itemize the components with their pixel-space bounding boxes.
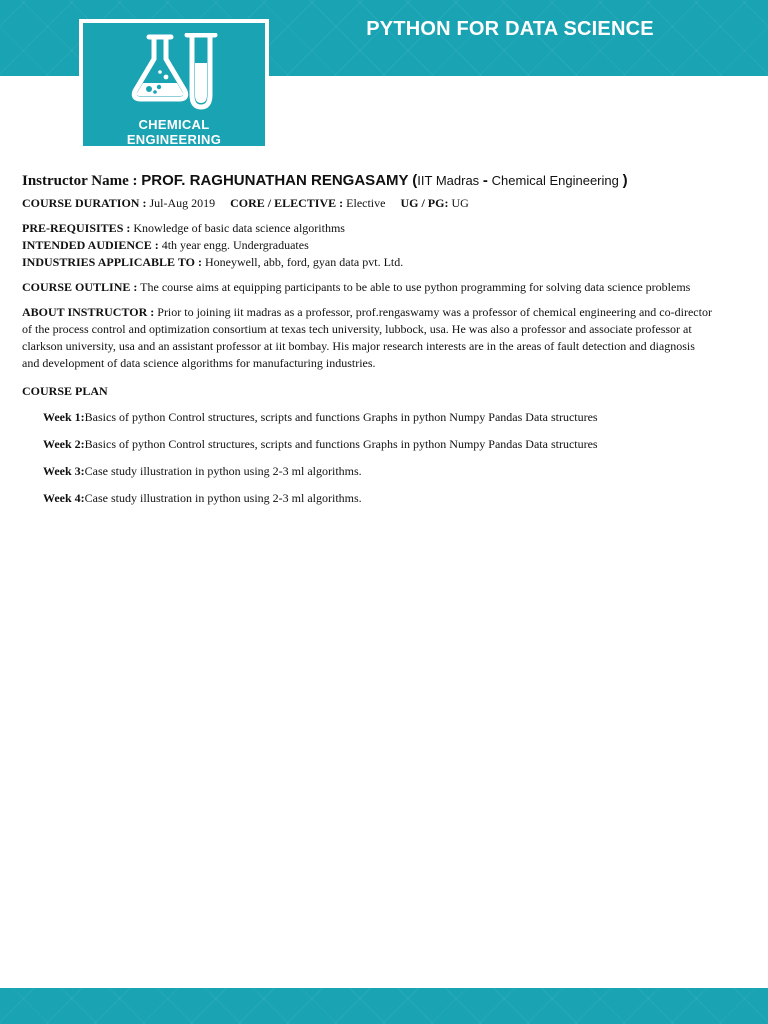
course-plan-week [43,409,712,426]
intended-audience-value: 4th year engg. Undergraduates [161,238,309,252]
prerequisites-label: PRE-REQUISITES : [22,221,131,235]
course-outline-row [22,279,712,296]
instructor-department: Chemical Engineering [491,173,619,188]
week-topics: Basics of python Control structures, scripts and functions Graphs in python Numpy Pandas Data structures [84,410,598,424]
course-title: PYTHON FOR DATA SCIENCE [366,18,654,40]
course-plan-title: COURSE PLAN [22,384,108,398]
week-label: Week 2: [43,437,85,451]
department-name-line-2: ENGINEERING [126,132,222,147]
flask-and-test-tube-icon [127,33,221,113]
logo-tile [83,23,265,146]
course-plan-week [43,436,712,453]
instructor-dash: - [482,172,488,189]
instructor-label: Instructor Name : [22,173,138,189]
about-instructor-text: Prior to joining iit madras as a professor, prof.rengaswamy was a professor of chemical engineering and co-director of the process control and optimization consortium at texas tech university, lubbock, usa. He was also a professor and associate professor at clarkson university, usa and an assistant professor at iit bombay. His major research interests are in the areas of fault detection and diagnosis and development of data science algorithms for manufacturing industries. [22,305,712,370]
footer-band [0,988,768,1024]
instructor-line [22,172,712,190]
ug-pg-label: UG / PG: [400,196,449,210]
industries-label: INDUSTRIES APPLICABLE TO : [22,255,202,269]
intended-audience-row [22,237,712,254]
industries-row [22,254,712,271]
core-elective-value: Elective [346,196,386,210]
course-plan-week [43,463,712,480]
week-label: Week 1: [43,410,85,424]
course-plan-week [43,490,712,507]
about-instructor-label: ABOUT INSTRUCTOR : [22,305,155,319]
prerequisites-row [22,220,712,237]
core-elective-label: CORE / ELECTIVE : [230,196,344,210]
week-topics: Case study illustration in python using 2-3 ml algorithms. [84,491,362,505]
course-outline-value: The course aims at equipping participants to be able to use python programming for solving data science problems [140,280,691,294]
week-topics: Case study illustration in python using 2-3 ml algorithms. [84,464,362,478]
course-content [22,172,712,507]
instructor-open-paren: ( [412,172,418,189]
course-duration-value: Jul-Aug 2019 [149,196,216,210]
instructor-institute: IIT Madras [417,173,480,188]
week-label: Week 3: [43,464,85,478]
instructor-name: PROF. RAGHUNATHAN RENGASAMY [141,172,409,189]
course-outline-label: COURSE OUTLINE : [22,280,138,294]
intended-audience-label: INTENDED AUDIENCE : [22,238,159,252]
course-duration-label: COURSE DURATION : [22,196,147,210]
department-name [83,117,265,147]
industries-value: Honeywell, abb, ford, gyan data pvt. Ltd. [204,255,404,269]
ug-pg-value: UG [451,196,469,210]
department-name-line-1: CHEMICAL [138,117,210,132]
prerequisites-value: Knowledge of basic data science algorithms [133,221,345,235]
course-duration-row [22,195,712,212]
about-instructor [22,304,712,372]
instructor-close-paren: ) [622,172,628,189]
week-topics: Basics of python Control structures, scripts and functions Graphs in python Numpy Pandas Data structures [84,437,598,451]
department-logo [79,19,269,150]
week-label: Week 4: [43,491,85,505]
